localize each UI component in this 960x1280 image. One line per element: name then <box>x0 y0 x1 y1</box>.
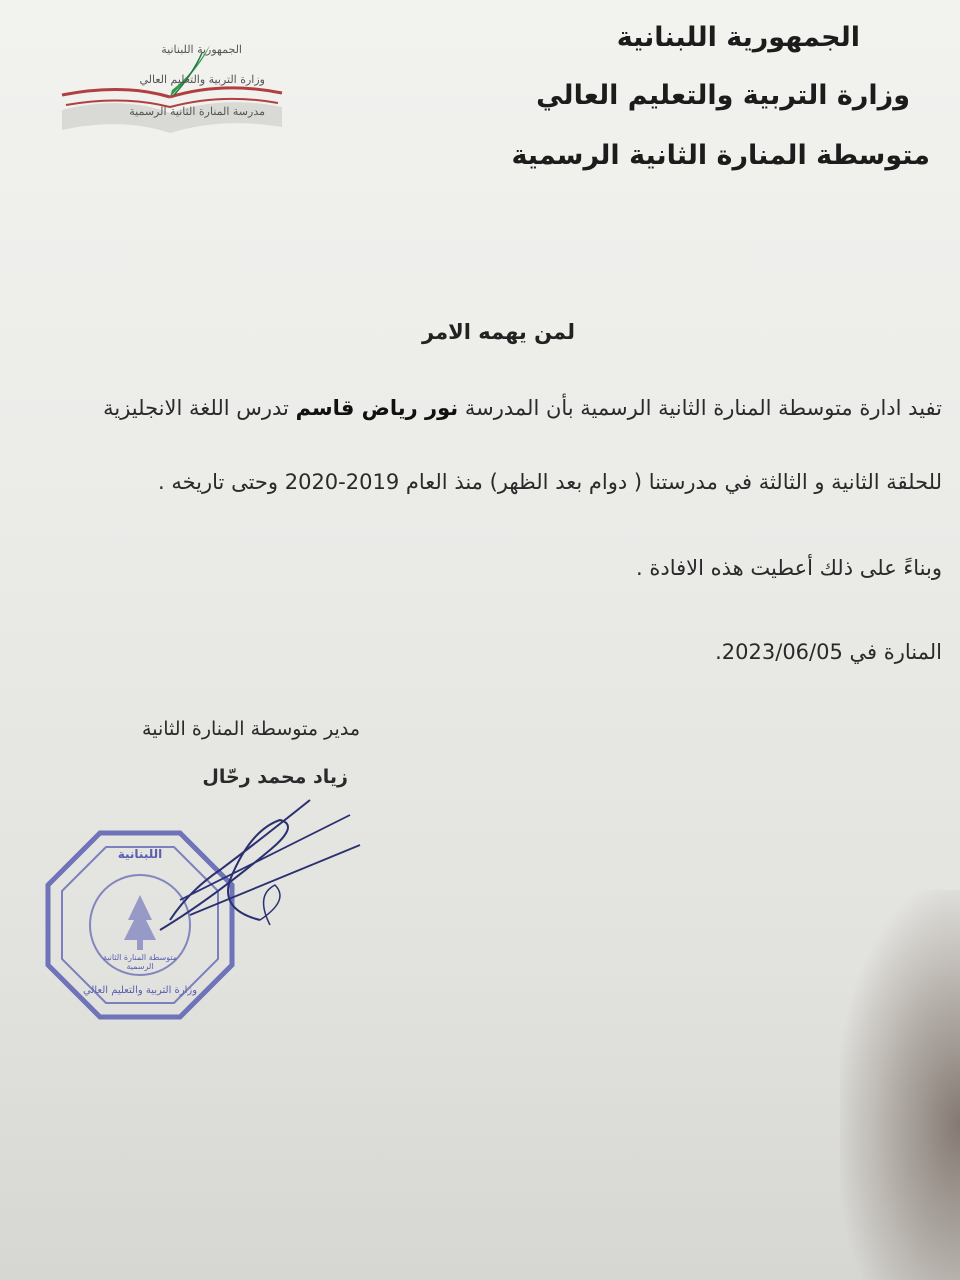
teacher-name: نور رياض قاسم <box>295 396 459 420</box>
logo-line-2: وزارة التربية والتعليم العالي <box>139 73 265 86</box>
header-school: متوسطة المنارة الثانية الرسمية <box>511 140 930 171</box>
letter-line-2: للحلقة الثانية و الثالثة في مدرستنا ( دوام بعد الظهر) منذ العام 2019-2020 وحتى تاريخه . <box>158 470 942 494</box>
signature-name: زياد محمد رحّال <box>202 766 348 788</box>
page-shadow <box>840 890 960 1280</box>
letter-line-1-start: تفيد ادارة متوسطة المنارة الثانية الرسمية بأن المدرسة <box>464 396 942 420</box>
school-logo <box>52 35 287 145</box>
stamp-inner: متوسطة المنارة الثانية الرسمية <box>102 953 178 971</box>
handwritten-signature <box>150 790 380 970</box>
stamp-outer-bottom: وزارة التربية والتعليم العالي <box>82 985 198 996</box>
header-ministry: وزارة التربية والتعليم العالي <box>536 80 910 111</box>
stamp-outer-top: اللبنانية <box>117 847 163 861</box>
letter-subject: لمن يهمه الامر <box>422 320 575 344</box>
logo-line-3: مدرسة المنارة الثانية الرسمية <box>129 105 265 118</box>
signature-title: مدير متوسطة المنارة الثانية <box>142 718 360 740</box>
letter-line-1-end: تدرس اللغة الانجليزية <box>103 396 289 420</box>
letter-date: المنارة في 2023/06/05. <box>715 640 942 664</box>
header-republic: الجمهورية اللبنانية <box>616 22 860 53</box>
logo-line-1: الجمهورية اللبنانية <box>161 43 242 56</box>
letter-line-3: وبناءً على ذلك أعطيت هذه الافادة . <box>635 556 942 580</box>
letter-line-1 <box>103 396 942 420</box>
